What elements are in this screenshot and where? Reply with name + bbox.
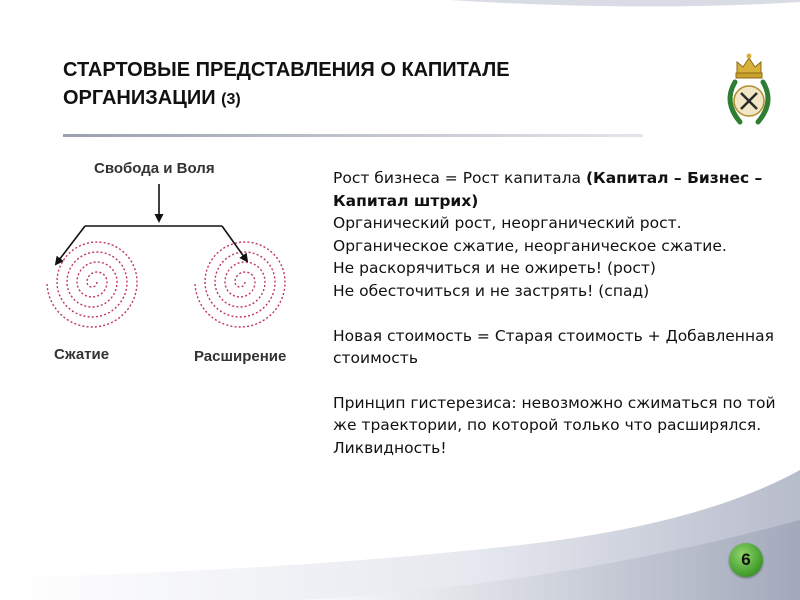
freedom-label: Свобода и Воля (94, 160, 215, 177)
organic-compression-line: Органическое сжатие, неорганическое сжатие. (333, 236, 727, 255)
expansion-label: Расширение (194, 348, 287, 365)
title-suffix: (3) (221, 91, 241, 108)
growth-equation-text: Рост бизнеса = Рост капитала (333, 169, 586, 187)
paragraph-gap (333, 303, 783, 325)
spiral-diagram (30, 148, 320, 378)
hysteresis-line: Принцип гистерезиса: невозможно сжиматься по той же траектории, по которой только что расширялся. (333, 393, 776, 435)
organic-growth-line: Органический рост, неорганический рост. (333, 214, 682, 233)
slide-title (63, 56, 623, 114)
compression-label: Сжатие (54, 346, 110, 363)
growth-equation (333, 167, 783, 212)
paragraph-gap (333, 370, 783, 392)
title-text: СТАРТОВЫЕ ПРЕДСТАВЛЕНИЯ О КАПИТАЛЕ ОРГАНИЗАЦИИ (63, 59, 510, 109)
decline-warning-line: Не обесточиться и не застрять! (спад) (333, 281, 650, 300)
growth-warning-line: Не раскорячиться и не ожиреть! (рост) (333, 259, 656, 278)
expansion-spiral (195, 242, 285, 327)
expansion-arrow (222, 226, 247, 261)
mining-emblem-icon (718, 50, 780, 130)
title-divider (63, 134, 643, 137)
liquidity-line: Ликвидность! (333, 438, 447, 457)
page-number-badge: 6 (729, 543, 763, 577)
compression-spiral (47, 242, 137, 327)
growth-equation-formula: (Капитал – Бизнес – Капитал штрих) (333, 169, 763, 210)
body-text (333, 167, 783, 460)
value-equation-line: Новая стоимость = Старая стоимость + Добавленная стоимость (333, 326, 774, 368)
